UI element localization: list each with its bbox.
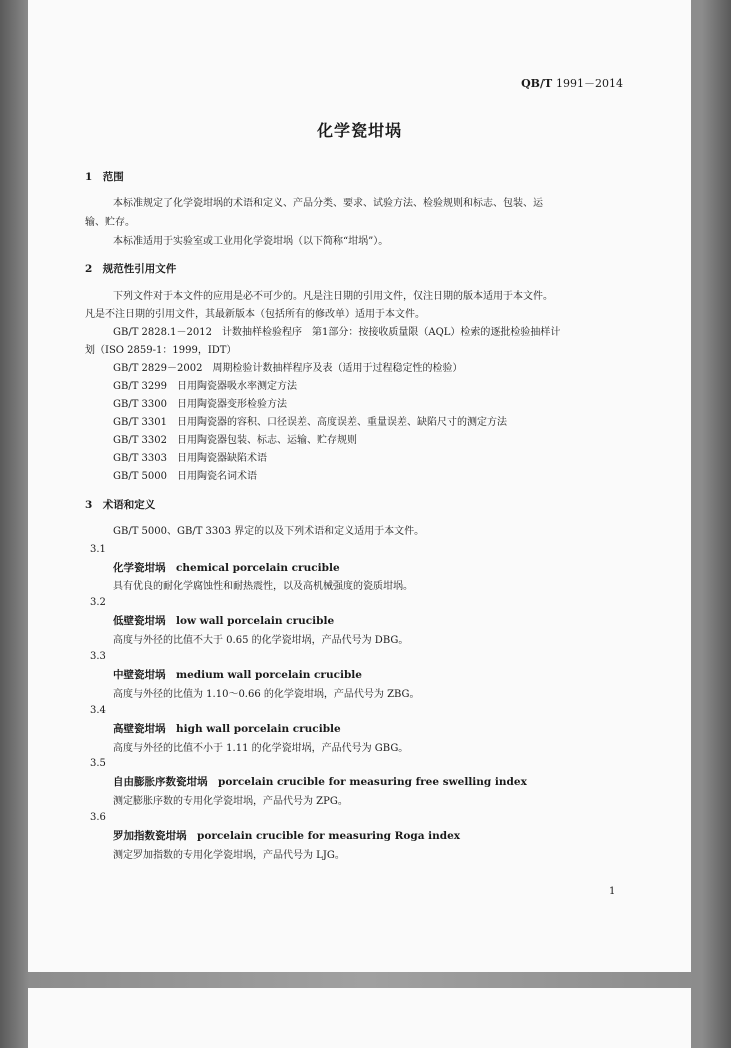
ref-item-1-line-2: 划（ISO 2859-1：1999，IDT） [85, 345, 237, 356]
term-name: 自由膨胀序数瓷坩埚 porcelain crucible for measuring free swelling index [113, 776, 527, 788]
term-name: 罗加指数瓷坩埚 porcelain crucible for measuring Roga index [113, 830, 461, 842]
section-3-heading: 3 术语和定义 [85, 499, 156, 511]
term-name: 高壁瓷坩埚 high wall porcelain crucible [113, 723, 341, 735]
refs-para-line-2: 凡是不注日期的引用文件，其最新版本（包括所有的修改单）适用于本文件。 [85, 309, 425, 320]
term-number: 3.6 [90, 812, 106, 823]
scope-para-1-line-1: 本标准规定了化学瓷坩埚的术语和定义、产品分类、要求、试验方法、检验规则和标志、包装、运 [113, 198, 543, 209]
refs-para-line-1: 下列文件对于本文件的应用是必不可少的。凡是注日期的引用文件，仅注日期的版本适用于本文件。 [113, 291, 553, 302]
term-definition: 测定罗加指数的专用化学瓷坩埚，产品代号为 LJG。 [113, 850, 345, 861]
document-title: 化学瓷坩埚 [316, 121, 402, 140]
page-number: 1 [609, 886, 616, 897]
term-number: 3.4 [90, 705, 106, 716]
ref-item: GB/T 3302 日用陶瓷器包装、标志、运输、贮存规则 [113, 435, 358, 446]
term-number: 3.3 [90, 651, 106, 662]
standard-number: QB/T 1991－2014 [521, 77, 623, 90]
ref-item: GB/T 5000 日用陶瓷名词术语 [113, 471, 258, 482]
next-page-edge [28, 988, 691, 1048]
term-number: 3.1 [90, 544, 106, 555]
terms-intro: GB/T 5000、GB/T 3303 界定的以及下列术语和定义适用于本文件。 [113, 526, 425, 537]
term-definition: 测定膨胀序数的专用化学瓷坩埚，产品代号为 ZPG。 [113, 796, 348, 807]
section-1-heading: 1 范围 [85, 171, 124, 183]
term-name: 低壁瓷坩埚 low wall porcelain crucible [113, 615, 335, 627]
term-definition: 高度与外径的比值不小于 1.11 的化学瓷坩埚，产品代号为 GBG。 [113, 743, 409, 754]
ref-item: GB/T 2829－2002 周期检验计数抽样程序及表（适用于过程稳定性的检验） [113, 363, 463, 374]
term-definition: 具有优良的耐化学腐蚀性和耐热震性，以及高机械强度的瓷质坩埚。 [113, 581, 413, 592]
term-name: 化学瓷坩埚 chemical porcelain crucible [113, 562, 340, 574]
term-definition: 高度与外径的比值不大于 0.65 的化学瓷坩埚，产品代号为 DBG。 [113, 635, 409, 646]
section-2-heading: 2 规范性引用文件 [85, 263, 177, 275]
term-number: 3.2 [90, 597, 106, 608]
document-page [28, 0, 691, 972]
ref-item: GB/T 3301 日用陶瓷器的容积、口径误差、高度误差、重量误差、缺陷尺寸的测定方法 [113, 417, 508, 428]
ref-item-1-line-1: GB/T 2828.1－2012 计数抽样检验程序 第1部分：按接收质量限（AQL）检索的逐批检验抽样计 [113, 327, 561, 338]
scope-para-1-line-2: 输、贮存。 [85, 217, 135, 228]
term-name: 中壁瓷坩埚 medium wall porcelain crucible [113, 669, 362, 681]
ref-item: GB/T 3303 日用陶瓷器缺陷术语 [113, 453, 268, 464]
term-definition: 高度与外径的比值为 1.10～0.66 的化学瓷坩埚，产品代号为 ZBG。 [113, 689, 420, 700]
term-number: 3.5 [90, 758, 106, 769]
ref-item: GB/T 3300 日用陶瓷器变形检验方法 [113, 399, 288, 410]
scope-para-2: 本标准适用于实验室或工业用化学瓷坩埚（以下简称“坩埚”）。 [113, 236, 389, 247]
ref-item: GB/T 3299 日用陶瓷器吸水率测定方法 [113, 381, 298, 392]
